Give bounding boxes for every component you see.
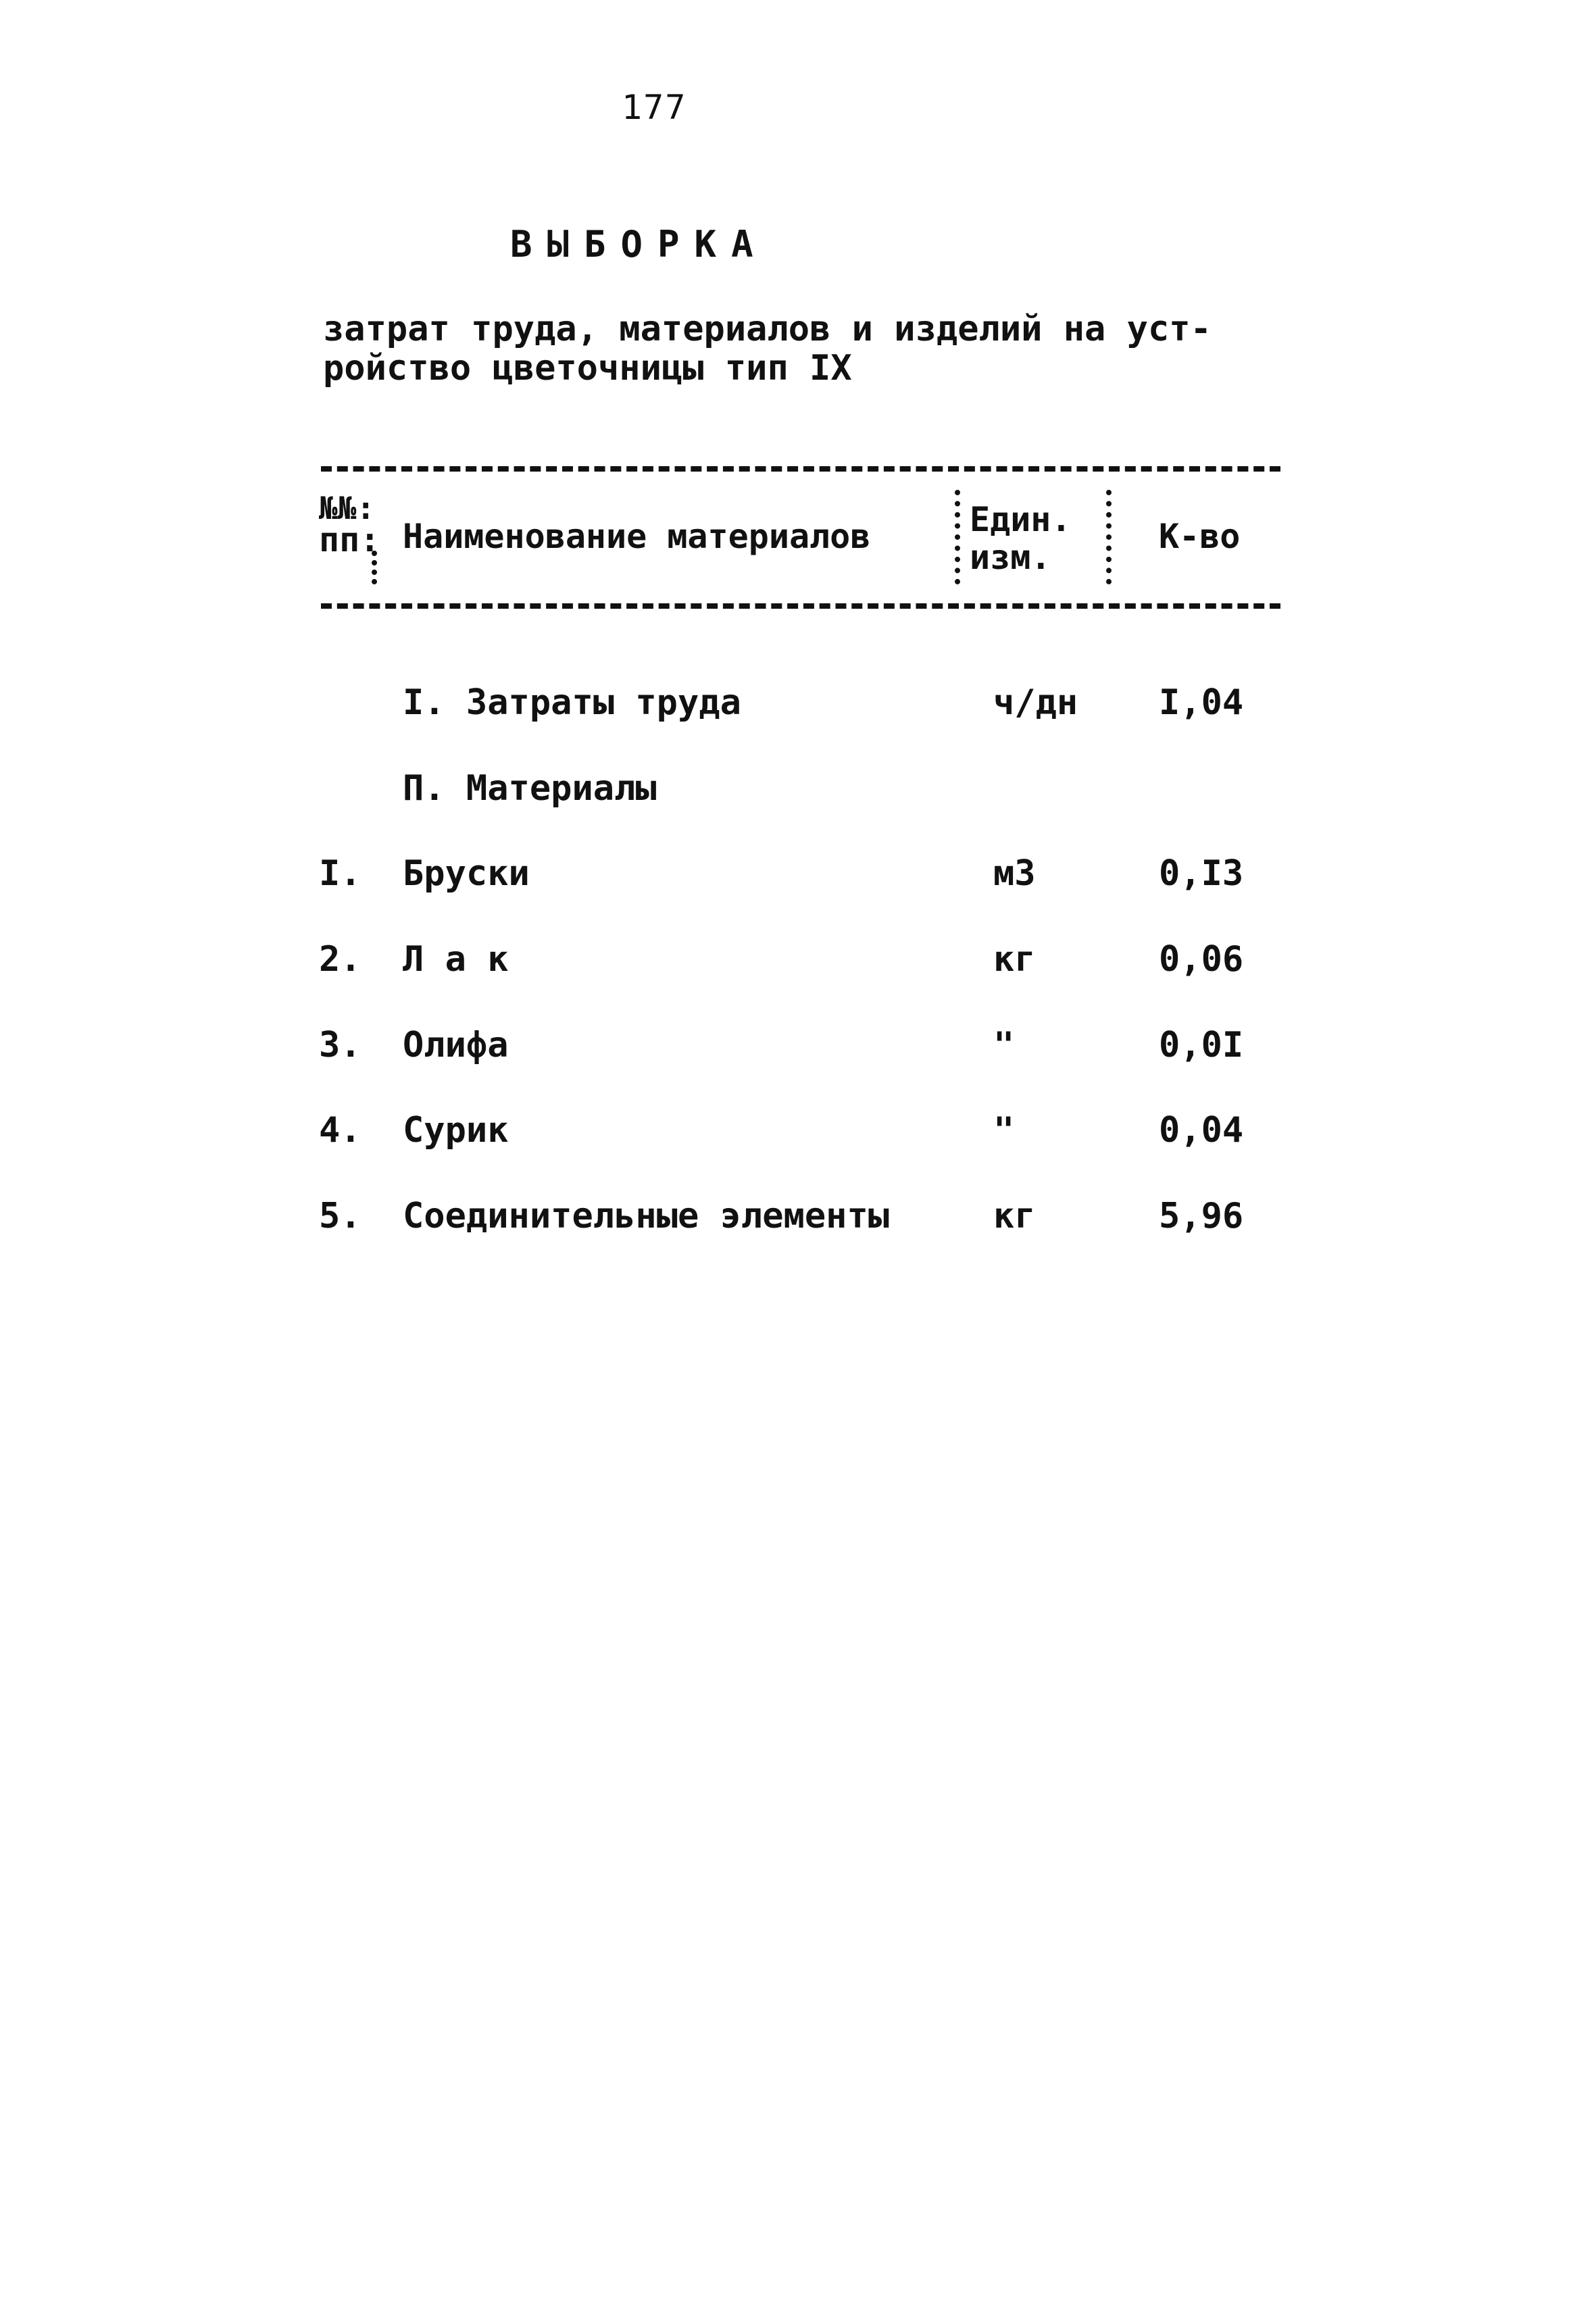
- row-quantity: 0,0I: [1159, 1025, 1244, 1065]
- row-number: I.: [319, 853, 361, 894]
- row-quantity: 5,96: [1159, 1196, 1244, 1236]
- header-qty: К-во: [1159, 517, 1241, 556]
- row-unit: ": [993, 1110, 1015, 1151]
- document-subtitle: [323, 309, 1282, 388]
- header-unit-line2: изм.: [970, 538, 1051, 577]
- table-row: [0, 939, 1596, 986]
- row-number: 3.: [319, 1025, 361, 1065]
- document-title: ВЫБОРКА: [510, 223, 768, 266]
- row-name: Сурик: [403, 1110, 509, 1151]
- header-num-line2: пп:: [319, 520, 380, 559]
- header-separator: [1106, 490, 1112, 584]
- table-bottom-rule: [321, 603, 1280, 609]
- subtitle-line: затрат труда, материалов и изделий на уст-: [323, 309, 1212, 349]
- row-name: Бруски: [403, 853, 530, 894]
- row-name: Соединительные элементы: [403, 1196, 890, 1236]
- row-quantity: 0,04: [1159, 1110, 1244, 1151]
- row-quantity: I,04: [1159, 682, 1244, 723]
- row-unit: ч/дн: [993, 682, 1078, 723]
- row-unit: кг: [993, 1196, 1036, 1236]
- row-number: 2.: [319, 939, 361, 980]
- page-number: 177: [622, 88, 687, 127]
- header-unit-line1: Един.: [970, 500, 1072, 539]
- row-unit: м3: [993, 853, 1036, 894]
- row-name: П. Материалы: [403, 768, 657, 809]
- table-row: [0, 682, 1596, 730]
- table-row: [0, 853, 1596, 901]
- row-name: I. Затраты труда: [403, 682, 741, 723]
- table-top-rule: [321, 466, 1280, 472]
- row-quantity: 0,I3: [1159, 853, 1244, 894]
- header-num-line1: №№:: [319, 490, 376, 526]
- row-number: 5.: [319, 1196, 361, 1236]
- row-unit: кг: [993, 939, 1036, 980]
- subtitle-line: ройство цветочницы тип IX: [323, 348, 852, 388]
- row-name: Л а к: [403, 939, 509, 980]
- row-name: Олифа: [403, 1025, 509, 1065]
- row-unit: ": [993, 1025, 1015, 1065]
- table-row: [0, 1110, 1596, 1157]
- row-number: 4.: [319, 1110, 361, 1151]
- header-name: Наименование материалов: [403, 517, 871, 556]
- table-row: [0, 1196, 1596, 1243]
- header-separator: [372, 551, 377, 584]
- table-row: [0, 768, 1596, 815]
- table-row: [0, 1025, 1596, 1072]
- header-separator: [955, 490, 960, 584]
- row-quantity: 0,06: [1159, 939, 1244, 980]
